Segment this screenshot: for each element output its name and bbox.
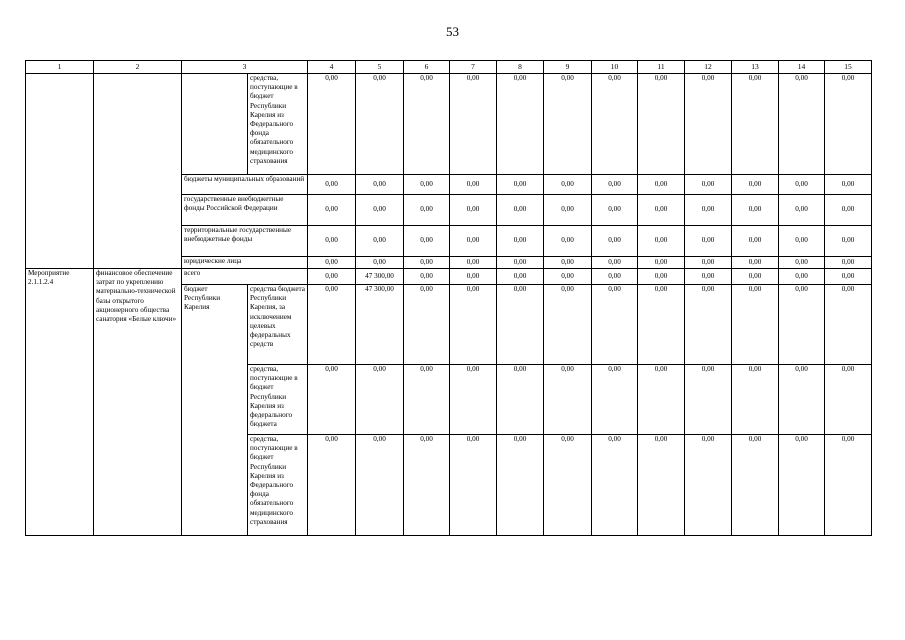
value-cell: 0,00 — [404, 285, 450, 365]
value-cell: 0,00 — [779, 175, 825, 195]
value-cell: 0,00 — [450, 74, 497, 175]
source-cell — [182, 74, 248, 175]
row-label: юридические лица — [182, 257, 308, 269]
value-cell: 0,00 — [497, 175, 544, 195]
value-cell: 0,00 — [732, 226, 779, 257]
value-cell: 0,00 — [685, 195, 732, 226]
value-cell: 0,00 — [404, 226, 450, 257]
value-cell: 0,00 — [779, 269, 825, 285]
value-cell: 0,00 — [544, 257, 592, 269]
value-cell: 0,00 — [638, 74, 685, 175]
table-row — [26, 74, 872, 175]
value-cell: 0,00 — [404, 365, 450, 435]
value-cell: 47 300,00 — [356, 285, 404, 365]
value-cell: 0,00 — [544, 74, 592, 175]
value-cell: 0,00 — [825, 226, 872, 257]
value-cell: 0,00 — [308, 269, 356, 285]
value-cell: 0,00 — [404, 74, 450, 175]
value-cell: 0,00 — [308, 175, 356, 195]
value-cell: 0,00 — [825, 435, 872, 536]
value-cell: 0,00 — [356, 74, 404, 175]
value-cell: 0,00 — [685, 226, 732, 257]
value-cell: 0,00 — [779, 195, 825, 226]
value-cell: 0,00 — [356, 226, 404, 257]
value-cell: 0,00 — [404, 257, 450, 269]
value-cell: 0,00 — [450, 195, 497, 226]
col-header: 2 — [94, 61, 182, 74]
row-label: территориальные государственные внебюджетные фонды — [182, 226, 308, 257]
row-label: средства бюджета Республики Карелия, за исключением целевых федеральных средств — [248, 285, 308, 365]
value-cell: 0,00 — [779, 365, 825, 435]
value-cell: 0,00 — [685, 435, 732, 536]
value-cell: 0,00 — [779, 257, 825, 269]
value-cell: 0,00 — [308, 285, 356, 365]
value-cell: 0,00 — [638, 365, 685, 435]
value-cell: 0,00 — [544, 269, 592, 285]
value-cell: 0,00 — [592, 269, 638, 285]
value-cell: 0,00 — [450, 175, 497, 195]
value-cell: 0,00 — [732, 435, 779, 536]
value-cell: 0,00 — [404, 435, 450, 536]
value-cell: 0,00 — [638, 226, 685, 257]
col-header: 9 — [544, 61, 592, 74]
value-cell: 0,00 — [638, 435, 685, 536]
value-cell: 0,00 — [779, 435, 825, 536]
value-cell: 0,00 — [685, 257, 732, 269]
value-cell: 0,00 — [732, 74, 779, 175]
value-cell: 0,00 — [592, 285, 638, 365]
value-cell: 0,00 — [308, 226, 356, 257]
value-cell: 0,00 — [638, 285, 685, 365]
row-label: государственные внебюджетные фонды Российской Федерации — [182, 195, 308, 226]
value-cell: 0,00 — [497, 365, 544, 435]
value-cell: 0,00 — [779, 226, 825, 257]
value-cell: 0,00 — [685, 285, 732, 365]
value-cell: 0,00 — [544, 285, 592, 365]
value-cell: 0,00 — [544, 195, 592, 226]
value-cell: 0,00 — [497, 74, 544, 175]
row-label: средства, поступающие в бюджет Республики Карелия из федерального бюджета — [248, 365, 308, 435]
value-cell: 0,00 — [450, 365, 497, 435]
value-cell: 0,00 — [308, 435, 356, 536]
description-cell: финансовое обеспечение затрат по укреплению материально-технической базы открытого акционерного общества санатория «Белые ключи» — [94, 269, 182, 536]
value-cell: 0,00 — [825, 285, 872, 365]
value-cell: 0,00 — [592, 257, 638, 269]
value-cell: 0,00 — [685, 269, 732, 285]
value-cell: 0,00 — [825, 269, 872, 285]
value-cell: 0,00 — [308, 365, 356, 435]
value-cell: 0,00 — [544, 365, 592, 435]
value-cell: 0,00 — [450, 226, 497, 257]
value-cell: 0,00 — [544, 175, 592, 195]
measure-cell: Мероприятие 2.1.1.2.4 — [26, 269, 94, 536]
value-cell: 0,00 — [825, 365, 872, 435]
value-cell: 0,00 — [356, 175, 404, 195]
value-cell: 0,00 — [356, 435, 404, 536]
table-row — [26, 269, 872, 285]
row-label: средства, поступающие в бюджет Республики Карелия из Федерального фонда обязательного медицинского страхования — [248, 74, 308, 175]
value-cell: 0,00 — [732, 257, 779, 269]
value-cell: 0,00 — [497, 226, 544, 257]
value-cell: 0,00 — [404, 269, 450, 285]
col-header: 10 — [592, 61, 638, 74]
value-cell: 0,00 — [592, 435, 638, 536]
col-header: 7 — [450, 61, 497, 74]
value-cell: 0,00 — [356, 195, 404, 226]
value-cell: 0,00 — [308, 195, 356, 226]
page-number: 53 — [446, 24, 459, 39]
measure-cell — [26, 74, 94, 269]
value-cell: 0,00 — [450, 269, 497, 285]
header-row — [26, 61, 872, 74]
value-cell: 0,00 — [638, 175, 685, 195]
source-cell: бюджет Республики Карелия — [182, 285, 248, 536]
description-cell — [94, 74, 182, 269]
value-cell: 0,00 — [592, 226, 638, 257]
value-cell: 0,00 — [732, 269, 779, 285]
value-cell: 0,00 — [308, 257, 356, 269]
value-cell: 0,00 — [308, 74, 356, 175]
value-cell: 0,00 — [497, 285, 544, 365]
value-cell: 0,00 — [638, 269, 685, 285]
value-cell: 0,00 — [779, 74, 825, 175]
col-header: 3 — [182, 61, 308, 74]
value-cell: 0,00 — [592, 195, 638, 226]
row-label: бюджеты муниципальных образований — [182, 175, 308, 195]
value-cell: 0,00 — [497, 257, 544, 269]
value-cell: 0,00 — [732, 285, 779, 365]
value-cell: 0,00 — [450, 285, 497, 365]
value-cell: 0,00 — [497, 435, 544, 536]
value-cell: 0,00 — [779, 285, 825, 365]
value-cell: 47 300,00 — [356, 269, 404, 285]
col-header: 13 — [732, 61, 779, 74]
col-header: 14 — [779, 61, 825, 74]
row-label: всего — [182, 269, 308, 285]
row-label: средства, поступающие в бюджет Республики Карелия из Федерального фонда обязательного медицинского страхования — [248, 435, 308, 536]
value-cell: 0,00 — [544, 435, 592, 536]
budget-table — [25, 60, 872, 536]
value-cell: 0,00 — [825, 257, 872, 269]
value-cell: 0,00 — [685, 175, 732, 195]
value-cell: 0,00 — [592, 175, 638, 195]
value-cell: 0,00 — [356, 257, 404, 269]
value-cell: 0,00 — [825, 74, 872, 175]
value-cell: 0,00 — [450, 435, 497, 536]
value-cell: 0,00 — [825, 195, 872, 226]
col-header: 8 — [497, 61, 544, 74]
col-header: 6 — [404, 61, 450, 74]
value-cell: 0,00 — [825, 175, 872, 195]
col-header: 15 — [825, 61, 872, 74]
value-cell: 0,00 — [544, 226, 592, 257]
col-header: 4 — [308, 61, 356, 74]
value-cell: 0,00 — [732, 175, 779, 195]
value-cell: 0,00 — [497, 195, 544, 226]
value-cell: 0,00 — [732, 365, 779, 435]
value-cell: 0,00 — [404, 175, 450, 195]
value-cell: 0,00 — [732, 195, 779, 226]
value-cell: 0,00 — [356, 365, 404, 435]
value-cell: 0,00 — [592, 74, 638, 175]
value-cell: 0,00 — [497, 269, 544, 285]
col-header: 1 — [26, 61, 94, 74]
value-cell: 0,00 — [450, 257, 497, 269]
value-cell: 0,00 — [638, 195, 685, 226]
value-cell: 0,00 — [404, 195, 450, 226]
col-header: 5 — [356, 61, 404, 74]
value-cell: 0,00 — [592, 365, 638, 435]
col-header: 11 — [638, 61, 685, 74]
value-cell: 0,00 — [638, 257, 685, 269]
value-cell: 0,00 — [685, 365, 732, 435]
value-cell: 0,00 — [685, 74, 732, 175]
col-header: 12 — [685, 61, 732, 74]
